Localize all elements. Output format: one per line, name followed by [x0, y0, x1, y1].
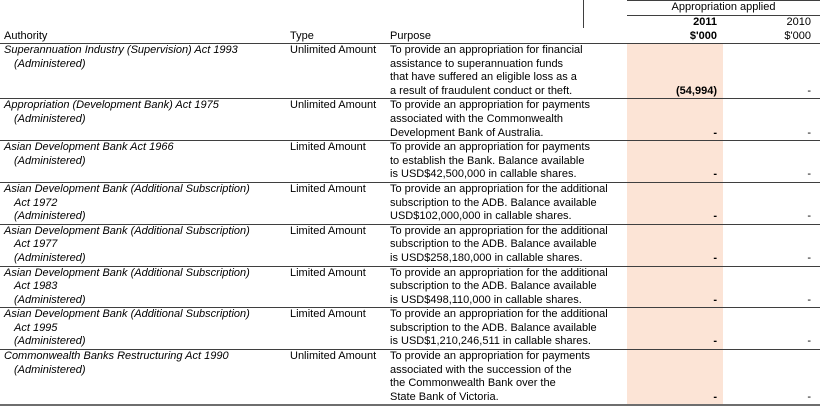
purpose-line: Development Bank of Australia. — [390, 126, 544, 139]
purpose-line: is USD$1,210,246,511 in callable shares. — [390, 335, 591, 348]
administered-label: (Administered) — [14, 335, 86, 348]
authority-cell — [0, 99, 286, 141]
administered-label: (Administered) — [14, 251, 86, 264]
purpose-line: subscription to the ADB. Balance available — [390, 321, 597, 334]
authority-cell — [0, 141, 286, 183]
authority-cell — [0, 266, 286, 308]
purpose-cell — [386, 350, 627, 406]
type-cell: Limited Amount — [286, 182, 386, 224]
year-header-spacer — [0, 16, 627, 30]
purpose-line: is USD$42,500,000 in callable shares. — [390, 168, 577, 181]
purpose-cell — [386, 99, 627, 141]
purpose-line: the Commonwealth Bank over the — [390, 377, 556, 390]
value-2011-cell: - — [627, 308, 723, 350]
table-row — [0, 266, 820, 308]
purpose-cell — [386, 308, 627, 350]
purpose-line: a result of fraudulent conduct or theft. — [390, 84, 573, 97]
purpose-column-header: Purpose — [386, 29, 627, 44]
unit-2010-header: $'000 — [723, 29, 820, 44]
authority-cell — [0, 182, 286, 224]
administered-label: (Administered) — [14, 210, 86, 223]
purpose-line: USD$102,000,000 in callable shares. — [390, 210, 572, 223]
value-2010-cell: - — [723, 182, 820, 224]
purpose-line: subscription to the ADB. Balance available — [390, 280, 597, 293]
value-2011-cell: - — [627, 224, 723, 266]
value-2011-cell: - — [627, 266, 723, 308]
table-row — [0, 182, 820, 224]
authority-line: Commonwealth Banks Restructuring Act 1990 — [4, 350, 229, 363]
administered-label: (Administered) — [14, 363, 86, 376]
value-2011-cell: - — [627, 141, 723, 183]
column-header-row — [0, 29, 820, 44]
type-cell: Limited Amount — [286, 224, 386, 266]
purpose-cell — [386, 224, 627, 266]
purpose-line: is USD$498,110,000 in callable shares. — [390, 293, 582, 306]
purpose-line: To provide an appropriation for the additional — [390, 308, 608, 321]
purpose-cell — [386, 182, 627, 224]
purpose-cell — [386, 141, 627, 183]
authority-line: Appropriation (Development Bank) Act 1975 — [4, 99, 219, 112]
purpose-cell — [386, 44, 627, 99]
group-header-row — [0, 1, 820, 16]
purpose-line: To provide an appropriation for payments — [390, 350, 590, 363]
authority-line: Asian Development Bank (Additional Subscription) — [4, 308, 250, 321]
table-row — [0, 350, 820, 406]
type-cell: Unlimited Amount — [286, 44, 386, 99]
header-divider-line — [583, 0, 584, 28]
type-cell: Limited Amount — [286, 308, 386, 350]
table-body — [0, 44, 820, 406]
table-header — [0, 1, 820, 44]
value-2010-cell: - — [723, 266, 820, 308]
value-2011-cell: - — [627, 350, 723, 406]
value-2011-cell: - — [627, 182, 723, 224]
purpose-line: is USD$258,180,000 in callable shares. — [390, 251, 583, 264]
authority-cell — [0, 308, 286, 350]
type-cell: Limited Amount — [286, 141, 386, 183]
purpose-line: To provide an appropriation for the additional — [390, 182, 608, 195]
authority-cell — [0, 44, 286, 99]
authority-line: Act 1995 — [14, 321, 58, 334]
administered-label: (Administered) — [14, 154, 86, 167]
authority-line: Act 1983 — [14, 280, 58, 293]
administered-label: (Administered) — [14, 57, 86, 70]
authority-cell — [0, 350, 286, 406]
purpose-line: To provide an appropriation for financial — [390, 44, 583, 56]
table-row — [0, 44, 820, 99]
type-cell: Unlimited Amount — [286, 350, 386, 406]
authority-column-header: Authority — [0, 29, 286, 44]
value-2010-cell: - — [723, 99, 820, 141]
purpose-line: associated with the succession of the — [390, 363, 572, 376]
authority-cell — [0, 224, 286, 266]
authority-line: Act 1977 — [14, 238, 58, 251]
type-cell: Limited Amount — [286, 266, 386, 308]
value-2010-cell: - — [723, 44, 820, 99]
authority-line: Asian Development Bank Act 1966 — [4, 141, 174, 154]
authority-line: Act 1972 — [14, 196, 58, 209]
administered-label: (Administered) — [14, 293, 86, 306]
table-row — [0, 224, 820, 266]
value-2010-cell: - — [723, 224, 820, 266]
purpose-line: associated with the Commonwealth — [390, 112, 564, 125]
purpose-line: to establish the Bank. Balance available — [390, 154, 585, 167]
purpose-line: assistance to superannuation funds — [390, 57, 564, 70]
purpose-line: To provide an appropriation for payments — [390, 99, 590, 112]
purpose-line: To provide an appropriation for the additional — [390, 266, 608, 279]
purpose-line: State Bank of Victoria. — [390, 390, 499, 403]
authority-line: Asian Development Bank (Additional Subscription) — [4, 224, 250, 237]
year-header-row — [0, 16, 820, 30]
authority-line: Asian Development Bank (Additional Subscription) — [4, 266, 250, 279]
value-2010-cell: - — [723, 350, 820, 406]
unit-2011-header: $'000 — [627, 29, 723, 44]
type-column-header: Type — [286, 29, 386, 44]
table-row — [0, 141, 820, 183]
value-2010-cell: - — [723, 308, 820, 350]
appropriation-applied-header: Appropriation applied — [627, 1, 820, 16]
purpose-line: To provide an appropriation for the additional — [390, 224, 608, 237]
purpose-line: that have suffered an eligible loss as a — [390, 71, 577, 84]
year-2010-header: 2010 — [786, 16, 811, 28]
value-2011-cell: (54,994) — [627, 44, 723, 99]
group-header-spacer — [0, 1, 627, 16]
purpose-cell — [386, 266, 627, 308]
purpose-line: subscription to the ADB. Balance available — [390, 238, 597, 251]
year-2011-header: 2011 — [693, 16, 717, 28]
authority-line: Asian Development Bank (Additional Subscription) — [4, 182, 250, 195]
table-row — [0, 99, 820, 141]
administered-label: (Administered) — [14, 112, 86, 125]
type-cell: Unlimited Amount — [286, 99, 386, 141]
value-2011-cell: - — [627, 99, 723, 141]
purpose-line: To provide an appropriation for payments — [390, 141, 590, 154]
authority-line: Superannuation Industry (Supervision) Act 1993 — [4, 44, 238, 56]
table-row — [0, 308, 820, 350]
value-2010-cell: - — [723, 141, 820, 183]
purpose-line: subscription to the ADB. Balance available — [390, 196, 597, 209]
